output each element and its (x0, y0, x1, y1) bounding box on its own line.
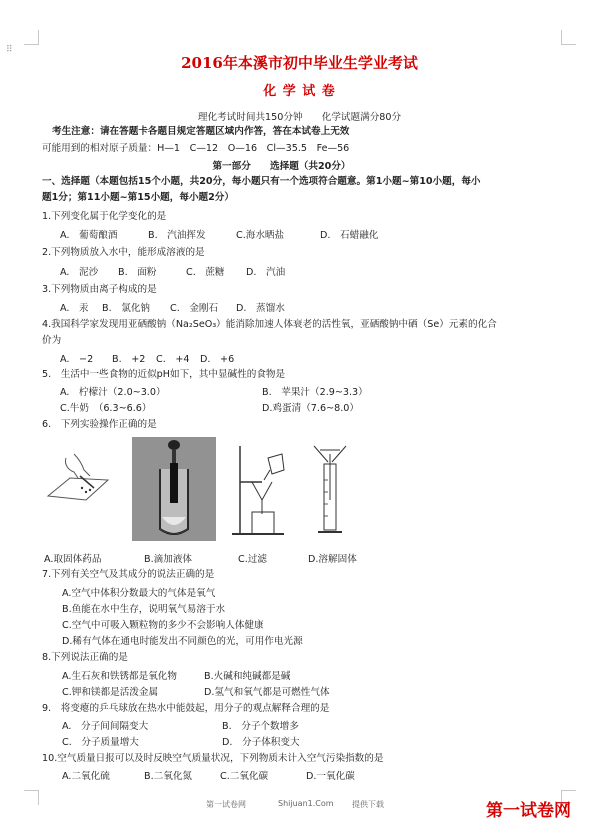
crop-mark-bottom-left (24, 790, 39, 805)
q9-option-b: B. 分子个数增多 (222, 721, 299, 732)
section-heading-line1: 一、选择题（本题包括15个小题，共20分，每小题只有一个选项符合题意。第1小题~第10小题，每小 (42, 176, 481, 187)
q8-option-b: B.火碱和纯碱都是碱 (204, 671, 291, 682)
filtration-illustration (226, 440, 290, 538)
q4-option-d: D. +6 (200, 354, 235, 365)
q4-option-c: C. +4 (156, 354, 190, 365)
q1-option-b: B. 汽油挥发 (148, 230, 206, 241)
question-4-stem-line1: 4.我国科学家发现用亚硒酸钠（Na₂SeO₃）能消除加速人体衰老的活性氧，亚硒酸钠中硒（Se）元素的化合 (42, 319, 497, 330)
q2-option-a: A. 泥沙 (60, 267, 99, 278)
q6-option-c: C.过滤 (238, 554, 267, 565)
q3-option-c: C. 金刚石 (170, 303, 219, 314)
brand-logo-text: 第一试卷网 (486, 801, 571, 821)
question-4-stem-line2: 价为 (42, 335, 62, 346)
q5-option-a: A. 柠檬汁（2.0~3.0） (60, 387, 166, 398)
footer-site-link[interactable]: Shijuan1.Com (278, 799, 334, 808)
q1-option-d: D. 石蜡融化 (320, 230, 379, 241)
exam-title: 2016年本溪市初中毕业生学业考试 (181, 54, 418, 72)
q10-option-c: C.二氧化碳 (220, 771, 269, 782)
q4-option-a: A. −2 (60, 354, 94, 365)
solid-reagent-illustration (44, 448, 116, 510)
q5-option-d: D.鸡蛋清（7.6~8.0） (262, 403, 359, 414)
exam-subtitle: 化 学 试 卷 (263, 84, 336, 99)
drag-handle-icon[interactable]: ⠿ (6, 45, 14, 55)
part-one-heading: 第一部分 选择题（共20分） (212, 161, 351, 172)
graduated-cylinder-illustration (308, 440, 352, 540)
q2-option-c: C. 蔗糖 (186, 267, 225, 278)
q10-option-d: D.一氧化碳 (306, 771, 355, 782)
q9-option-a: A. 分子间间隔变大 (62, 721, 149, 732)
dropper-photo (132, 437, 216, 541)
question-6-stem: 6. 下列实验操作正确的是 (42, 419, 157, 430)
q6-option-a: A.取固体药品 (44, 554, 102, 565)
question-10-stem: 10.空气质量日报可以及时反映空气质量状况，下列物质未计入空气污染指数的是 (42, 753, 384, 764)
q7-option-d: D.稀有气体在通电时能发出不同颜色的光，可用作电光源 (62, 636, 303, 647)
crop-mark-top-right (561, 30, 576, 45)
q8-option-a: A.生石灰和铁锈都是氧化物 (62, 671, 177, 682)
q9-option-c: C. 分子质量增大 (62, 737, 139, 748)
q2-option-b: B. 面粉 (118, 267, 157, 278)
footer-right-text: 提供下载 (352, 800, 384, 809)
q1-option-a: A. 葡萄酿酒 (60, 230, 118, 241)
question-5-stem: 5. 生活中一些食物的近似pH如下，其中显碱性的食物是 (42, 369, 286, 380)
section-heading-line2: 题1分；第11小题~第15小题，每小题2分） (42, 192, 234, 203)
q7-option-c: C.空气中可吸入颗粒物的多少不会影响人体健康 (62, 620, 264, 631)
question-7-stem: 7.下列有关空气及其成分的说法正确的是 (42, 569, 215, 580)
q9-option-d: D. 分子体积变大 (222, 737, 300, 748)
q6-option-d: D.溶解固体 (308, 554, 357, 565)
q10-option-a: A.二氧化硫 (62, 771, 110, 782)
q7-option-a: A.空气中体积分数最大的气体是氧气 (62, 588, 216, 599)
q5-option-c: C.牛奶 （6.3~6.6） (60, 403, 152, 414)
q3-option-b: B. 氯化钠 (102, 303, 151, 314)
candidate-notice: 考生注意：请在答题卡各题目规定答题区域内作答，答在本试卷上无效 (52, 126, 350, 137)
q8-option-d: D.氢气和氧气都是可燃性气体 (204, 687, 330, 698)
question-2-stem: 2.下列物质放入水中，能形成溶液的是 (42, 247, 205, 258)
q5-option-b: B. 苹果汁（2.9~3.3） (262, 387, 368, 398)
q10-option-b: B.二氧化氮 (144, 771, 193, 782)
crop-mark-top-left (24, 30, 39, 45)
q2-option-d: D. 汽油 (246, 267, 286, 278)
q3-option-a: A. 汞 (60, 303, 89, 314)
question-9-stem: 9. 将变瘪的乒乓球放在热水中能鼓起，用分子的观点解释合理的是 (42, 703, 330, 714)
question-8-stem: 8.下列说法正确的是 (42, 652, 128, 663)
q6-option-b: B.滴加液体 (144, 554, 193, 565)
question-1-stem: 1.下列变化属于化学变化的是 (42, 211, 167, 222)
footer-left-text: 第一试卷网 (206, 800, 246, 809)
q4-option-b: B. +2 (112, 354, 146, 365)
q8-option-c: C.钾和镁都是活泼金属 (62, 687, 159, 698)
q3-option-d: D. 蒸馏水 (236, 303, 285, 314)
time-info: 理化考试时间共150分钟 化学试题满分80分 (197, 112, 402, 123)
q1-option-c: C.海水晒盐 (236, 230, 285, 241)
question-3-stem: 3.下列物质由离子构成的是 (42, 284, 157, 295)
q7-option-b: B.鱼能在水中生存，说明氧气易溶于水 (62, 604, 226, 615)
atomic-mass-info: 可能用到的相对原子质量：H—1 C—12 O—16 Cl—35.5 Fe—56 (42, 143, 350, 154)
